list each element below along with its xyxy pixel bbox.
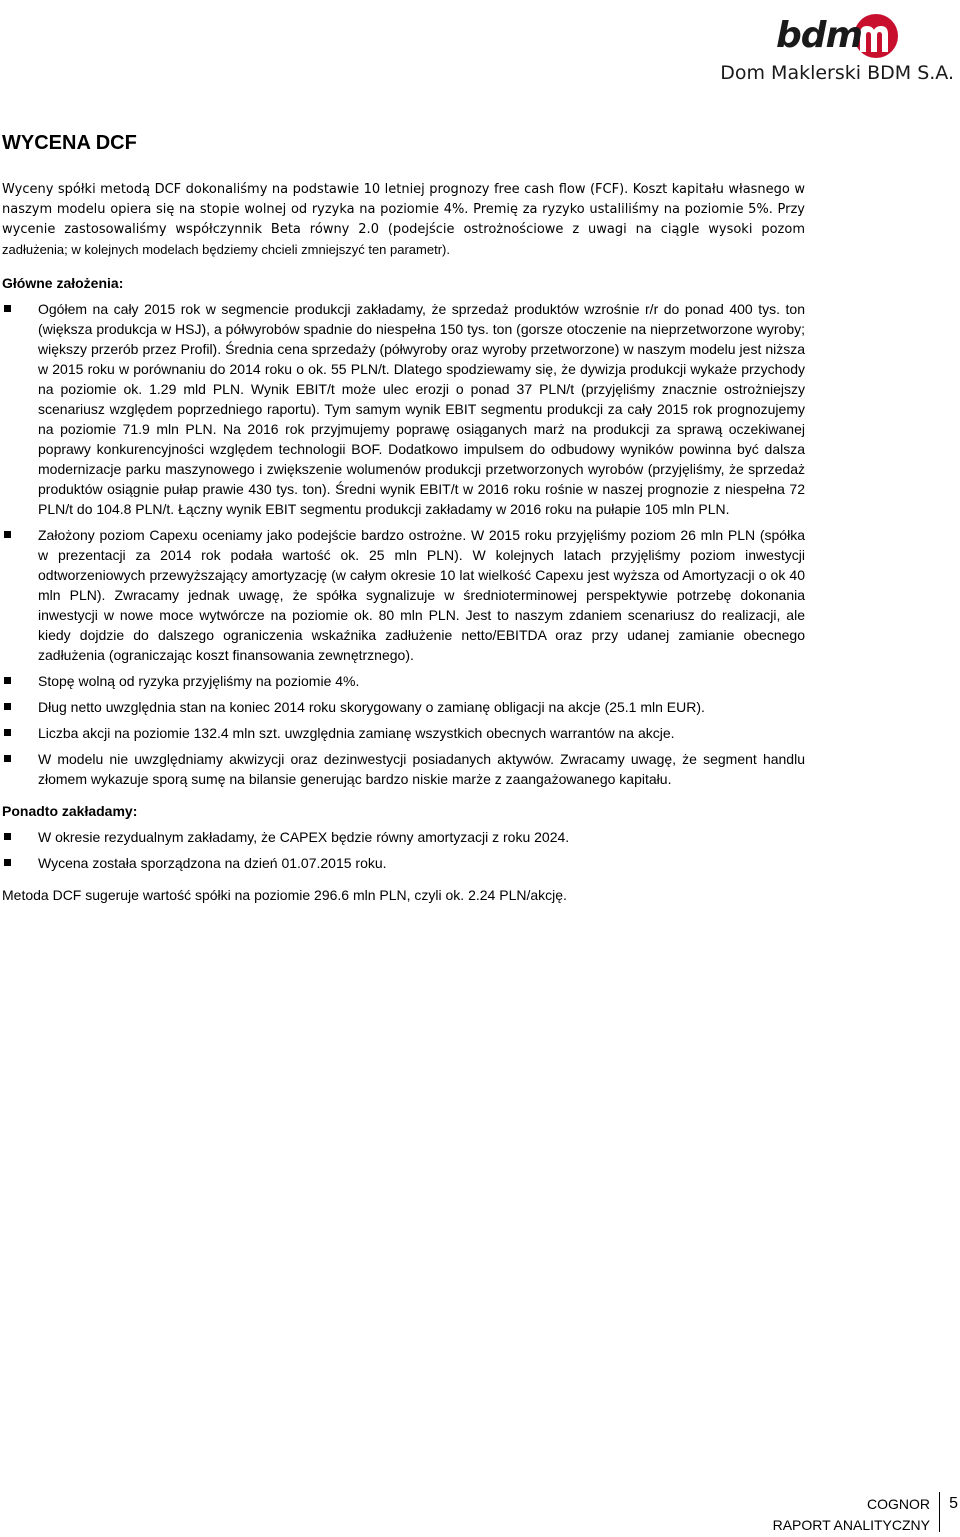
list-item-text: Stopę wolną od ryzyka przyjęliśmy na poziomie 4%. [38, 673, 360, 689]
main-assumptions-list [0, 299, 810, 789]
page-footer [760, 1490, 960, 1534]
footer-report-type: RAPORT ANALITYCZNY [772, 1517, 930, 1533]
valuation-conclusion: Metoda DCF sugeruje wartość spółki na poziomie 296.6 mln PLN, czyli ok. 2.24 PLN/akcję. [2, 887, 567, 903]
list-item-text: Założony poziom Capexu oceniamy jako podejście bardzo ostrożne. W 2015 roku przyjęliśmy poziom 26 mln PLN (spółka w prezentacji za 2014 rok podała wartość ok. 25 mln PLN). W kolejnych latach przyjęliśmy poziom inwestycji odtworzeniowych przewyższający amortyzację (w całym okresie 10 lat wielkość Capexu jest wyższa od Amortyzacji o ok 40 mln PLN). Zwracamy jednak uwagę, że spółka sygnalizuje w średnioterminowej perspektywie potrzebę dokonania inwestycji w nowe moce wytwórcze na poziomie ok. 80 mln PLN. Jest to naszym zdaniem scenariusz do realizacji, ale kiedy dojdzie do dalszego ograniczenia wskaźnika zadłużenie netto/EBITDA oraz przy udanej zamianie obecnego zadłużenia (ograniczając koszt finansowania zewnętrznego). [38, 527, 805, 663]
list-item [0, 749, 805, 789]
footer-divider [939, 1492, 940, 1532]
list-item [0, 671, 805, 691]
list-item [0, 853, 805, 873]
bullet-square-icon [4, 755, 11, 762]
bullet-square-icon [4, 729, 11, 736]
list-item [0, 299, 805, 519]
list-item-text: W modelu nie uwzględniamy akwizycji oraz dezinwestycji posiadanych aktywów. Zwracamy uwagę, że segment handlu złomem wykazuje sporą sumę na bilansie generując bardzo niskie marże z zaangażowanego kapitału. [38, 751, 805, 787]
list-item-text: Liczba akcji na poziomie 132.4 mln szt. uwzględnia zamianę wszystkich obecnych warrantów na akcje. [38, 725, 675, 741]
intro-paragraph [2, 180, 805, 261]
list-item [0, 723, 805, 743]
page-number: 5 [949, 1495, 958, 1512]
list-item [0, 525, 805, 665]
bullet-square-icon [4, 833, 11, 840]
bullet-square-icon [4, 677, 11, 684]
document-body [0, 130, 810, 905]
main-assumptions-heading: Główne założenia: [2, 275, 124, 291]
list-item-text: Ogółem na cały 2015 rok w segmencie produkcji zakładamy, że sprzedaż produktów wzrośnie r/r do ponad 400 tys. ton (większa produkcja w HSJ), a półwyrobów spadnie do niespełna 150 tys. ton (gorsze otoczenie na nieprzetworzone wyroby; większy przerób przez Profil). Średnia cena sprzedaży (półwyroby oraz wyroby przetworzone) w naszym modelu jest niższa w 2015 roku w porównaniu do 2014 roku o ok. 55 PLN/t. Dlatego spodziewamy się, że dywizja produkcji wykaże przychody na poziomie ok. 1.29 mld PLN. Wynik EBIT/t może ulec erozji o ponad 37 PLN/t (przyjęliśmy znacznie ostrożniejszy scenariusz względem poprzedniego raportu). Tym samym wynik EBIT segmentu produkcji za cały 2015 rok prognozujemy na poziomie 71.9 mln PLN. Na 2016 rok przyjmujemy poprawę osiąganych marż na produkcji za sprawą oczekiwanej poprawy konkurencyjności względem technologii BOF. Dodatkowo impulsem do odbudowy wyników powinna być dalsza modernizacje parku maszynowego i zwiększenie wolumenów produkcji przetworzonych wyrobów (przyjęliśmy, że sprzedaż produktów osiągnie pułap prawie 430 tys. ton). Średni wynik EBIT/t w 2016 roku rośnie w naszej prognozie z niespełna 72 PLN/t do 104.8 PLN/t. Łączny wynik EBIT segmentu produkcji zakładamy w 2016 roku na pułapie 105 mln PLN. [38, 301, 805, 517]
additional-assumptions-list [0, 827, 810, 873]
bullet-square-icon [4, 305, 11, 312]
bullet-square-icon [4, 531, 11, 538]
list-item-text: W okresie rezydualnym zakładamy, że CAPEX będzie równy amortyzacji z roku 2024. [38, 829, 570, 845]
list-item-text: Dług netto uwzględnia stan na koniec 2014 roku skorygowany o zamianę obligacji na akcje (25.1 mln EUR). [38, 699, 705, 715]
bullet-square-icon [4, 859, 11, 866]
footer-company: COGNOR [867, 1496, 930, 1512]
list-item-text: Wycena została sporządzona na dzień 01.07.2015 roku. [38, 855, 387, 871]
bullet-square-icon [4, 703, 11, 710]
list-item [0, 827, 805, 847]
section-title: WYCENA DCF [2, 132, 137, 154]
intro-text: Wyceny spółki metodą DCF dokonaliśmy na podstawie 10 letniej prognozy free cash flow (FCF). Koszt kapitału własnego w naszym modelu opiera się na stopie wolnej od ryzyka na poziomie 4%. Premię za ryzyko ustaliliśmy na poziomie 5%. Przy wycenie zastosowaliśmy współczynnik Beta równy 2.0 (podejście ostrożnościowe z uwagi na ciągle wysoki pozom [2, 182, 805, 237]
company-name: Dom Maklerski BDM S.A. [720, 62, 954, 84]
additional-assumptions-heading: Ponadto zakładamy: [2, 803, 138, 819]
intro-text-tail: zadłużenia; w kolejnych modelach będziemy chcieli zmniejszyć ten parametr). [2, 242, 450, 257]
company-logo [700, 14, 960, 84]
logo-wordmark: bdm [775, 15, 862, 56]
list-item [0, 697, 805, 717]
